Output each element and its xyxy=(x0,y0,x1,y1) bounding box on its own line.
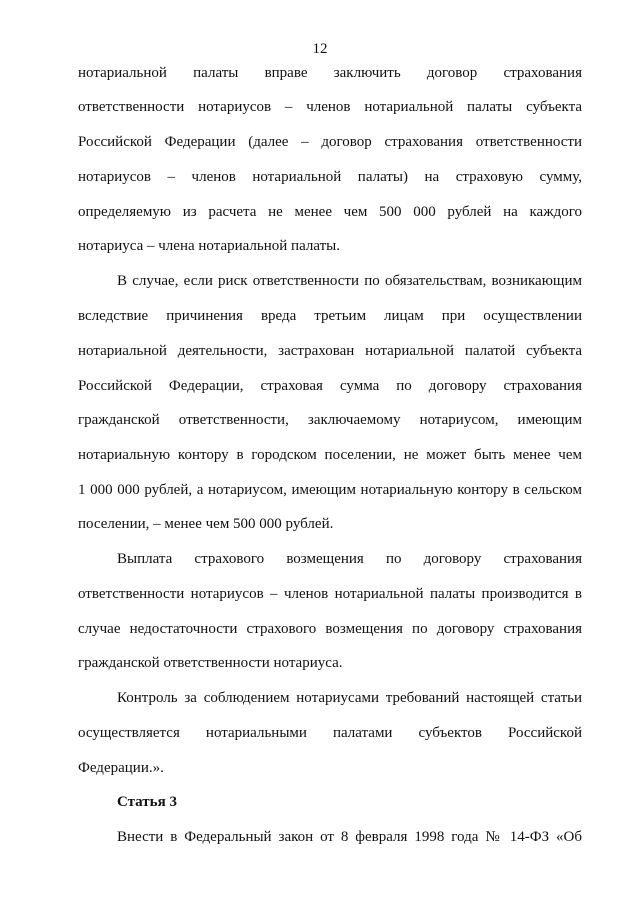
text-line: Федерации.». xyxy=(78,760,164,776)
text-line: 1 000 000 рублей, а нотариусом, имеющим нотариальную контору в сельском xyxy=(78,482,582,498)
text-line: поселении, – менее чем 500 000 рублей. xyxy=(78,516,334,532)
text-line: ответственности нотариусов – членов нотариальной палаты производится в xyxy=(78,586,582,602)
text-line: вследствие причинения вреда третьим лицам при осуществлении xyxy=(78,308,582,324)
page-number: 12 xyxy=(312,41,328,57)
text-line: Российской Федерации (далее – договор страхования ответственности xyxy=(78,134,582,150)
text-line: определяемую из расчета не менее чем 500 000 рублей на каждого xyxy=(78,204,582,220)
text-line: нотариальной деятельности, застрахован нотариальной палатой субъекта xyxy=(78,343,582,359)
text-line: гражданской ответственности нотариуса. xyxy=(78,655,343,671)
text-line: нотариуса – члена нотариальной палаты. xyxy=(78,238,341,254)
text-line: Российской Федерации, страховая сумма по договору страхования xyxy=(78,378,582,394)
text-line: В случае, если риск ответственности по обязательствам, возникающим xyxy=(117,273,582,289)
text-line: Выплата страхового возмещения по договору страхования xyxy=(117,551,582,567)
text-line: осуществляется нотариальными палатами субъектов Российской xyxy=(78,725,582,741)
text-line: гражданской ответственности, заключаемому нотариусом, имеющим xyxy=(78,412,582,428)
text-line: нотариусов – членов нотариальной палаты) на страховую сумму, xyxy=(78,169,582,185)
article-heading: Статья 3 xyxy=(117,794,177,810)
text-line: ответственности нотариусов – членов нотариальной палаты субъекта xyxy=(78,99,582,115)
text-line: Контроль за соблюдением нотариусами требований настоящей статьи xyxy=(117,690,582,706)
text-line: нотариальной палаты вправе заключить договор страхования xyxy=(78,65,582,81)
text-line: нотариальную контору в городском поселении, не может быть менее чем xyxy=(78,447,582,463)
text-line: случае недостаточности страхового возмещения по договору страхования xyxy=(78,621,582,637)
text-line: Внести в Федеральный закон от 8 февраля 1998 года № 14-ФЗ «Об xyxy=(117,829,582,845)
